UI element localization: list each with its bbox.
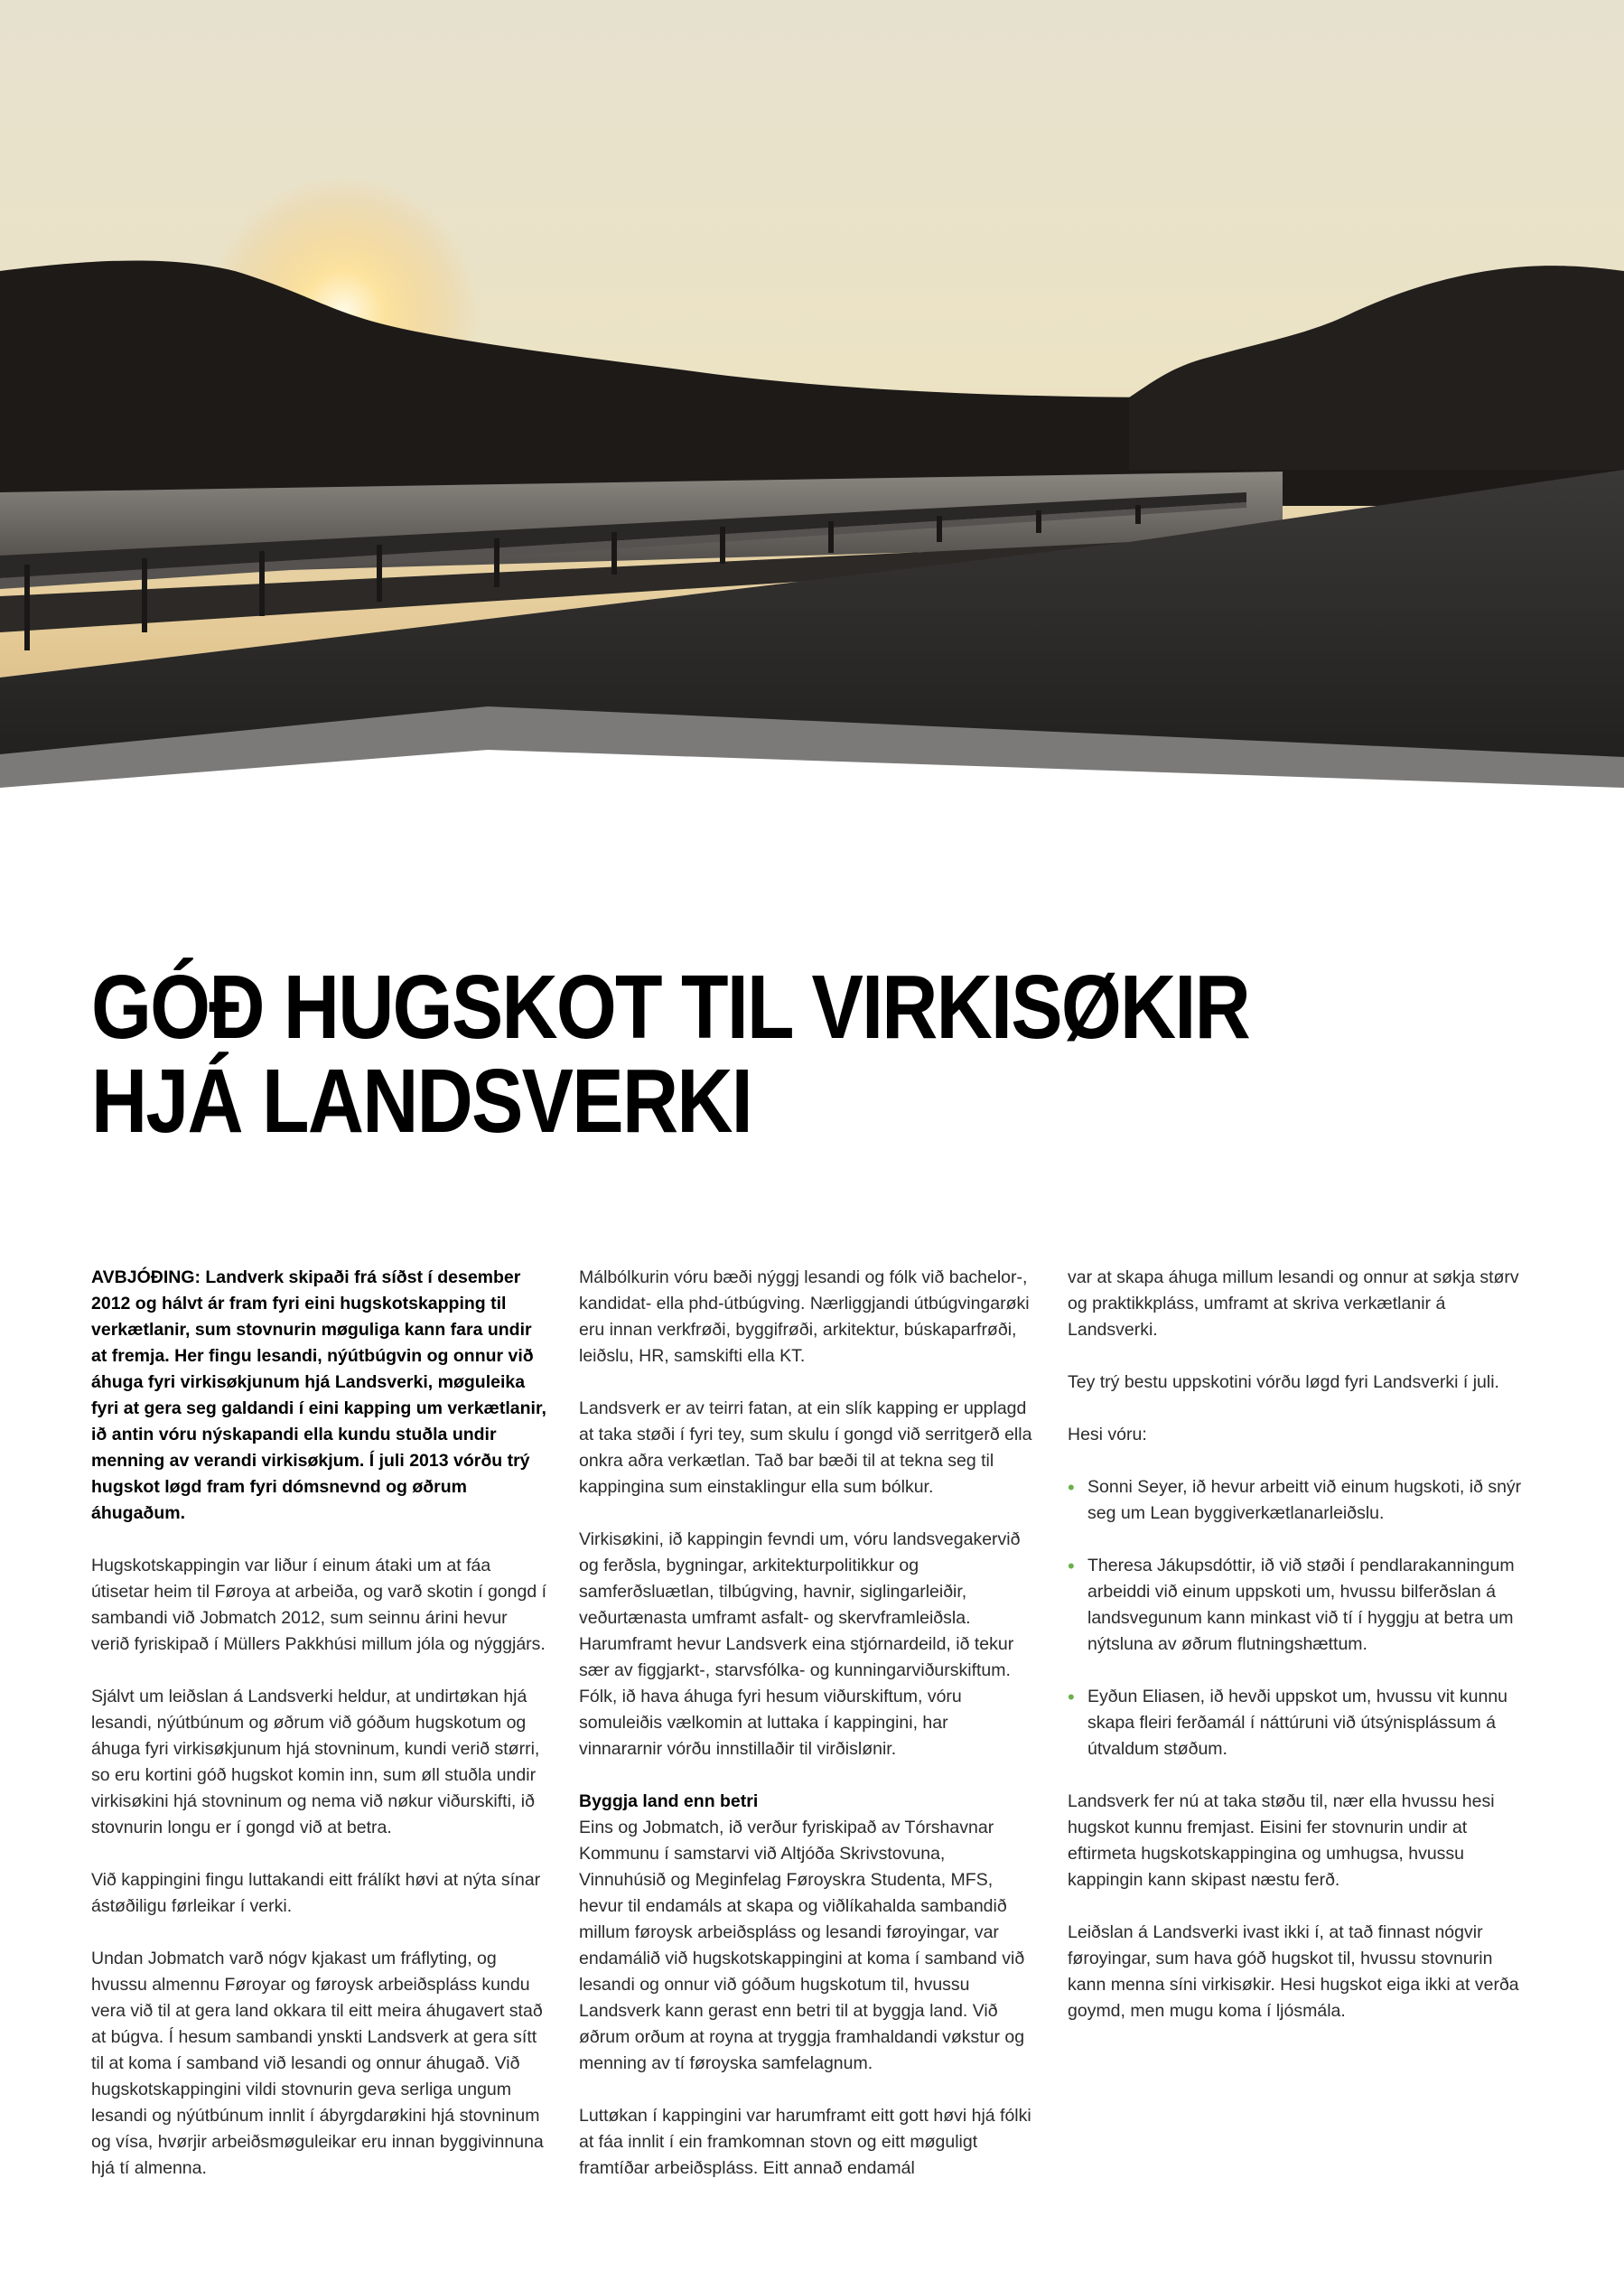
winners-list bbox=[1068, 1474, 1524, 1762]
article-column-1 bbox=[91, 1265, 547, 2208]
list-item-text: Sonni Seyer, ið hevur arbeitt við einum hugskoti, ið snýr seg um Lean byggiverkætlanarleiðslu. bbox=[1087, 1477, 1522, 1523]
paragraph: Sjálvt um leiðslan á Landsverki heldur, at undirtøkan hjá lesandi, nýútbúnum og øðrum við góðum hugskotum og áhuga fyri virkisøkjunum hjá stovninum, kundi verið størri, so eru kortini góð hugskot komin inn, sum øll stuðla undir virkisøkini hjá stovninum og nema við nøkur viðurskifti, ið stovnurin longu er í gongd við at betra. bbox=[91, 1687, 540, 1837]
article-column-3 bbox=[1068, 1265, 1524, 2051]
paragraph: Virkisøkini, ið kappingin fevndi um, vóru landsvegakervið og ferðsla, bygningar, arkitekturpolitikkur og samferðsluætlan, tilbúgving, havnir, siglingarleiðir, veðurtænasta umframt asfalt- og skervframleiðsla. Harumframt hevur Landsverk eina stjórnardeild, ið tekur sær av figgjarkt-, starvsfólka- og kunningarviðurskiftum. Fólk, ið hava áhuga fyri hesum viðurskiftum, vóru somuleiðis vælkomin at luttaka í kappingini, har vinnararnir vórðu innstillaðir til virðislønir. bbox=[579, 1529, 1021, 1759]
subheading: Byggja land enn betri bbox=[579, 1791, 759, 1811]
paragraph: Eins og Jobmatch, ið verður fyriskipað av Tórshavnar Kommunu í samstarvi við Altjóða Skrivstovuna, Vinnuhúsið og Meginfelag Føroyskra Studenta, MFS, hevur til endamáls at skapa og viðlíkahalda sambandið millum føroysk arbeiðspláss og lesandi føroyingar, var endamálið við hugskotskappingini at koma í samband við lesandi og onnur við góðum hugskotum til, hvussu Landsverk kann gerast enn betri til at byggja land. Við øðrum orðum at royna at tryggja framhaldandi vøkstur og menning av tí føroyska samfelagnum. bbox=[579, 1818, 1025, 2073]
paragraph: Við kappingini fingu luttakandi eitt frálíkt høvi at nýta sínar ástøðiligu førleikar í verki. bbox=[91, 1870, 541, 1916]
bullet-icon: • bbox=[1068, 1686, 1075, 1708]
hero-photo bbox=[0, 0, 1624, 854]
bullet-icon: • bbox=[1068, 1476, 1075, 1499]
bullet-icon: • bbox=[1068, 1555, 1075, 1577]
paragraph: Málbólkurin vóru bæði nýggj lesandi og fólk við bachelor-, kandidat- ella phd-útbúgving. Nærliggjandi útbúgvingarøki eru innan verkfrøði, byggifrøði, arkitektur, búskaparfrøði, leiðslu, HR, samskifti ella KT. bbox=[579, 1267, 1030, 1366]
page-title bbox=[91, 957, 1334, 1152]
title-line-1: GÓÐ HUGSKOT TIL VIRKISØKIR bbox=[91, 957, 1249, 1058]
article-column-2 bbox=[579, 1265, 1035, 2208]
title-line-2: HJÁ LANDSVERKI bbox=[91, 1051, 751, 1152]
list-item-text: Theresa Jákupsdóttir, ið við støði í pendlarakanningum arbeiddi við einum uppskoti um, hvussu bilferðslan á landsvegunum kann minkast við tí í hyggju at betra um nýtsluna av øðrum flutningshættum. bbox=[1087, 1556, 1515, 1654]
paragraph: Tey trý bestu uppskotini vórðu løgd fyri Landsverki í juli. bbox=[1068, 1372, 1499, 1392]
paragraph: var at skapa áhuga millum lesandi og onnur at søkja størv og praktikkpláss, umframt at skriva verkætlanir á Landsverki. bbox=[1068, 1267, 1519, 1340]
list-item bbox=[1068, 1474, 1524, 1527]
list-item-text: Eyðun Eliasen, ið hevði uppskot um, hvussu vit kunnu skapa fleiri ferðamál í náttúruni við útsýnisplássum á útvaldum støðum. bbox=[1087, 1687, 1508, 1759]
list-item bbox=[1068, 1684, 1524, 1762]
paragraph: Landsverk er av teirri fatan, at ein slík kapping er upplagd at taka støði í fyri tey, sum skulu í gongd við serritgerð ella onkra aðra verkætlan. Tað bar bæði til at tekna seg til kappingina sum einstaklingur ella sum bólkur. bbox=[579, 1398, 1032, 1497]
sunset-road-illustration bbox=[0, 0, 1624, 854]
paragraph: Hugskotskappingin var liður í einum átaki um at fáa útisetar heim til Føroya at arbeiða, og varð skotin í gongd í sambandi við Jobmatch 2012, sum seinnu árini hevur verið fyriskipað í Müllers Pakkhúsi millum jóla og nýggjárs. bbox=[91, 1556, 547, 1654]
list-item bbox=[1068, 1553, 1524, 1658]
paragraph: Undan Jobmatch varð nógv kjakast um fráflyting, og hvussu almennu Føroyar og føroysk arbeiðspláss kundu vera við til at gera land okkara til eitt meira áhugavert stað at búgva. Í hesum sambandi ynskti Landsverk at gera sítt til at koma í samband við lesandi og onnur áhugað. Við hugskotskappingini vildi stovnurin geva serliga ungum lesandi og nýútbúnum innlit í ábyrgdarøkini hjá stovninum og vísa, hvørjir arbeiðsmøguleikar eru innan byggivinnuna hjá tí almenna. bbox=[91, 1949, 544, 2178]
paragraph: Luttøkan í kappingini var harumframt eitt gott høvi hjá fólki at fáa innlit í ein framkomnan stovn og eitt møguligt framtíðar arbeiðspláss. Eitt annað endamál bbox=[579, 2106, 1031, 2178]
paragraph: Landsverk fer nú at taka støðu til, nær ella hvussu hesi hugskot kunnu fremjast. Eisini fer stovnurin undir at eftirmeta hugskotskappingina og umhugsa, hvussu kappingin kann skipast næstu ferð. bbox=[1068, 1791, 1495, 1890]
lead-paragraph: AVBJÓÐING: Landverk skipaði frá síðst í desember 2012 og hálvt ár fram fyri eini hugskotskapping til verkætlanir, sum stovnurin møguliga kann fara undir at fremja. Her fingu lesandi, nýútbúgvin og onnur við áhuga fyri virkisøkjunum hjá Landsverki, møguleika fyri at gera seg galdandi í eini kapping um verkætlanir, ið antin vóru nýskapandi ella kundu stuðla undir menning av verandi virkisøkjum. Í juli 2013 vórðu trý hugskot løgd fram fyri dómsnevnd og øðrum áhugaðum. bbox=[91, 1267, 546, 1523]
paragraph: Hesi vóru: bbox=[1068, 1425, 1147, 1444]
paragraph: Leiðslan á Landsverki ivast ikki í, at tað finnast nógvir føroyingar, sum hava góð hugskot til, hvussu stovnurin kann menna síni virkisøkir. Hesi hugskot eiga ikki at verða goymd, men mugu koma í ljósmála. bbox=[1068, 1922, 1519, 2021]
